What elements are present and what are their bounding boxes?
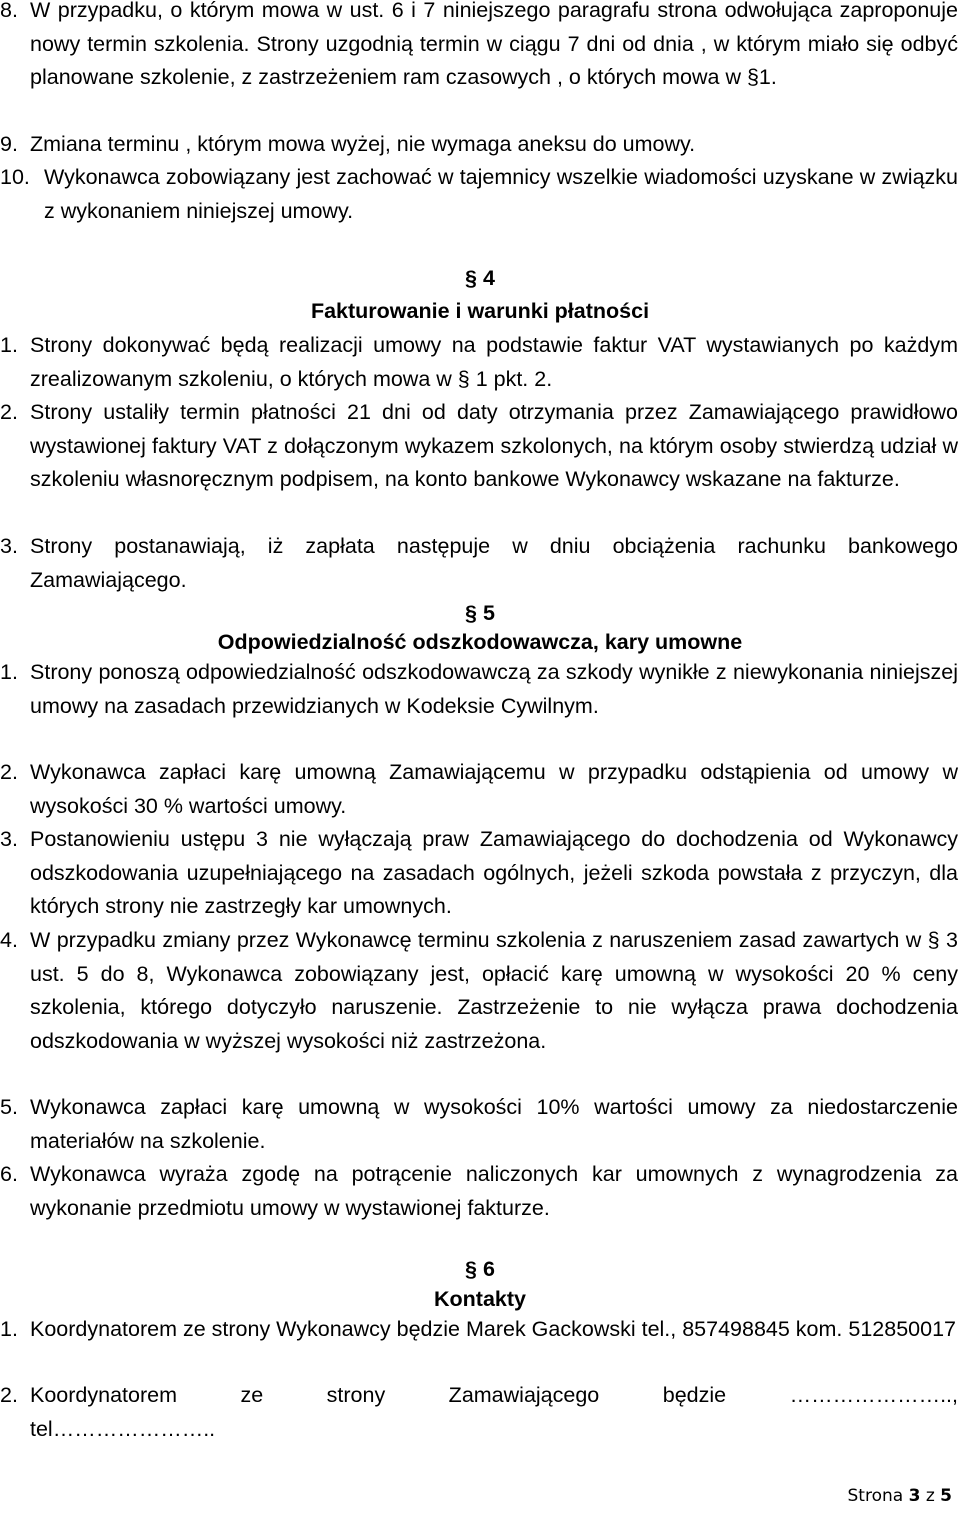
section-5-number bbox=[0, 598, 960, 628]
section-4-title: Fakturowanie i warunki płatności bbox=[310, 299, 650, 323]
item-text: Strony ustaliły termin płatności 21 dni od daty otrzymania przez Zamawiającego prawidłowo wystawionej faktury VAT z dołączonym wykazem szkolonych, na którym osoby stwierdzą udział w szkoleniu własnoręcznym podpisem, na konto bankowe Wykonawcy wskazane na fakturze. bbox=[30, 400, 958, 492]
item-number: 4. bbox=[0, 928, 18, 952]
page-number-current: 3 bbox=[908, 1486, 921, 1506]
item-number: 5. bbox=[0, 1095, 18, 1119]
item-text: W przypadku zmiany przez Wykonawcę terminu szkolenia z naruszeniem zasad zawartych w § 3 ust. 5 do 8, Wykonawca zobowiązany jest, opłacić karę umowną w wysokości 20 % ceny szkolenia, którego dotyczyło naruszenie. Zastrzeżenie to nie wyłącza prawa dochodzenia odszkodowania w wyższej wysokości niż zastrzeżona. bbox=[30, 928, 958, 1053]
section-5-title: Odpowiedzialność odszkodowawcza, kary umowne bbox=[217, 630, 743, 654]
page-number-separator: z bbox=[920, 1486, 941, 1506]
list-item bbox=[0, 756, 958, 823]
item-number: 2. bbox=[0, 760, 18, 784]
item-text: Wykonawca zobowiązany jest zachować w tajemnicy wszelkie wiadomości uzyskane w związku z wykonaniem niniejszej umowy. bbox=[44, 165, 958, 223]
item-number: 3. bbox=[0, 534, 18, 558]
item-number: 8. bbox=[0, 0, 18, 22]
list-item bbox=[0, 1313, 958, 1347]
item-number: 2. bbox=[0, 400, 18, 424]
item-number: 3. bbox=[0, 827, 18, 851]
item-text: Strony postanawiają, iż zapłata następuje w dniu obciążenia rachunku bankowego Zamawiającego. bbox=[30, 534, 958, 592]
section-number: 4 bbox=[482, 266, 495, 290]
item-text: Postanowieniu ustępu 3 nie wyłączają praw Zamawiającego do dochodzenia od Wykonawcy odszkodowania uzupełniającego na zasadach ogólnych, jeżeli szkoda powstała z przyczyn, dla których strony nie zastrzegły kar umownych. bbox=[30, 827, 958, 919]
item-text: Koordynatorem ze strony Wykonawcy będzie Marek Gackowski tel., 857498845 kom. 512850017 bbox=[30, 1317, 956, 1341]
list-item bbox=[0, 329, 958, 396]
item-number: 1. bbox=[0, 333, 18, 357]
paragraph-sign: § bbox=[465, 601, 477, 625]
page-number bbox=[848, 1486, 953, 1506]
item-text-line-1: Koordynatorem ze strony Zamawiającego będzie ………………….., bbox=[30, 1383, 958, 1407]
item-number: 1. bbox=[0, 660, 18, 684]
section-6-title: Kontakty bbox=[434, 1287, 526, 1311]
list-item bbox=[0, 1091, 958, 1158]
page-number-prefix: Strona bbox=[847, 1486, 909, 1506]
item-text: Wykonawca zapłaci karę umowną Zamawiającemu w przypadku odstąpienia od umowy w wysokości 30 % wartości umowy. bbox=[30, 760, 958, 818]
item-number: 9. bbox=[0, 132, 18, 156]
paragraph-sign: § bbox=[465, 1257, 477, 1281]
section-4-number bbox=[0, 263, 960, 293]
item-text: Wykonawca zapłaci karę umowną w wysokości 10% wartości umowy za niedostarczenie materiałów na szkolenie. bbox=[30, 1095, 958, 1153]
item-number: 1. bbox=[0, 1317, 18, 1341]
item-text: Strony dokonywać będą realizacji umowy na podstawie faktur VAT wystawianych po każdym zrealizowanym szkoleniu, o których mowa w § 1 pkt. 2. bbox=[30, 333, 958, 391]
list-item bbox=[0, 924, 958, 1058]
item-number: 6. bbox=[0, 1162, 18, 1186]
list-item bbox=[0, 1379, 958, 1446]
item-text: W przypadku, o którym mowa w ust. 6 i 7 niniejszego paragrafu strona odwołująca zaproponuje nowy termin szkolenia. Strony uzgodnią termin w ciągu 7 dni od dnia , w którym miało się odbyć planowane szkolenie, z zastrzeżeniem ram czasowych , o których mowa w §1. bbox=[30, 0, 958, 90]
item-number: 2. bbox=[0, 1383, 18, 1407]
list-item bbox=[0, 656, 958, 723]
item-text-line-2: tel………………….. bbox=[30, 1416, 216, 1441]
list-item bbox=[0, 396, 958, 497]
item-text: Wykonawca wyraża zgodę na potrącenie naliczonych kar umownych z wynagrodzenia za wykonanie przedmiotu umowy w wystawionej fakturze. bbox=[30, 1162, 958, 1220]
page-number-total: 5 bbox=[940, 1486, 952, 1506]
section-number: 5 bbox=[482, 601, 495, 625]
item-text: Zmiana terminu , którym mowa wyżej, nie wymaga aneksu do umowy. bbox=[30, 132, 696, 156]
item-number: 10. bbox=[0, 165, 30, 189]
section-6-number bbox=[0, 1254, 960, 1284]
list-item bbox=[0, 161, 958, 228]
section-number: 6 bbox=[482, 1257, 495, 1281]
item-text: Strony ponoszą odpowiedzialność odszkodowawczą za szkody wynikłe z niewykonania niniejszej umowy na zasadach przewidzianych w Kodeksie Cywilnym. bbox=[30, 660, 958, 718]
list-item bbox=[0, 530, 958, 597]
list-item bbox=[0, 128, 958, 162]
list-item bbox=[0, 1158, 958, 1225]
list-item bbox=[0, 823, 958, 924]
list-item bbox=[0, 0, 958, 95]
paragraph-sign: § bbox=[465, 266, 477, 290]
item-text bbox=[30, 1379, 958, 1446]
